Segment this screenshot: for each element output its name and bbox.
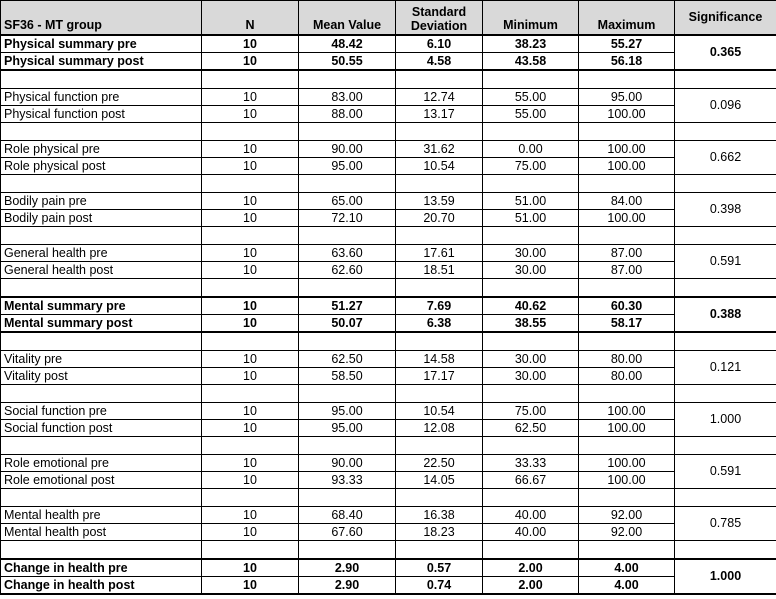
cell-sd: 17.61 bbox=[396, 245, 483, 262]
cell-max: 95.00 bbox=[579, 89, 675, 106]
table-row bbox=[1, 106, 776, 123]
spacer-cell bbox=[202, 175, 299, 193]
cell-mean: 48.42 bbox=[299, 35, 396, 53]
cell-max: 100.00 bbox=[579, 141, 675, 158]
spacer-cell bbox=[675, 279, 776, 298]
row-label: Vitality post bbox=[1, 368, 202, 385]
cell-min: 55.00 bbox=[483, 106, 579, 123]
cell-sd: 6.10 bbox=[396, 35, 483, 53]
spacer-cell bbox=[299, 385, 396, 403]
cell-n: 10 bbox=[202, 559, 299, 577]
spacer-cell bbox=[483, 70, 579, 89]
row-label: Role physical post bbox=[1, 158, 202, 175]
spacer-cell bbox=[299, 541, 396, 560]
row-label: Change in health pre bbox=[1, 559, 202, 577]
spacer-cell bbox=[1, 123, 202, 141]
table-row bbox=[1, 403, 776, 420]
row-label: Mental summary post bbox=[1, 315, 202, 333]
row-label: Physical function pre bbox=[1, 89, 202, 106]
spacer-cell bbox=[483, 385, 579, 403]
cell-n: 10 bbox=[202, 577, 299, 595]
cell-n: 10 bbox=[202, 106, 299, 123]
cell-sd: 12.08 bbox=[396, 420, 483, 437]
spacer-cell bbox=[483, 332, 579, 351]
cell-significance: 1.000 bbox=[675, 559, 776, 594]
cell-max: 58.17 bbox=[579, 315, 675, 333]
spacer-cell bbox=[579, 332, 675, 351]
cell-min: 75.00 bbox=[483, 403, 579, 420]
table-row bbox=[1, 245, 776, 262]
cell-sd: 13.17 bbox=[396, 106, 483, 123]
spacer-cell bbox=[675, 332, 776, 351]
spacer-cell bbox=[299, 175, 396, 193]
cell-mean: 62.50 bbox=[299, 351, 396, 368]
cell-n: 10 bbox=[202, 89, 299, 106]
cell-min: 66.67 bbox=[483, 472, 579, 489]
cell-mean: 90.00 bbox=[299, 455, 396, 472]
cell-mean: 95.00 bbox=[299, 158, 396, 175]
row-label: Role physical pre bbox=[1, 141, 202, 158]
table-row bbox=[1, 420, 776, 437]
cell-mean: 58.50 bbox=[299, 368, 396, 385]
spacer-cell bbox=[202, 227, 299, 245]
cell-significance: 0.785 bbox=[675, 507, 776, 541]
row-label: Role emotional post bbox=[1, 472, 202, 489]
cell-sd: 13.59 bbox=[396, 193, 483, 210]
cell-mean: 50.55 bbox=[299, 53, 396, 71]
cell-n: 10 bbox=[202, 507, 299, 524]
cell-mean: 63.60 bbox=[299, 245, 396, 262]
row-label: Change in health post bbox=[1, 577, 202, 595]
cell-max: 55.27 bbox=[579, 35, 675, 53]
cell-mean: 95.00 bbox=[299, 420, 396, 437]
cell-sd: 22.50 bbox=[396, 455, 483, 472]
header-sd: Standard Deviation bbox=[396, 1, 483, 36]
spacer-cell bbox=[202, 70, 299, 89]
spacer-cell bbox=[483, 489, 579, 507]
spacer-cell bbox=[1, 541, 202, 560]
row-label: Social function post bbox=[1, 420, 202, 437]
cell-max: 87.00 bbox=[579, 245, 675, 262]
spacer-cell bbox=[483, 123, 579, 141]
row-label: Mental health post bbox=[1, 524, 202, 541]
spacer-cell bbox=[579, 541, 675, 560]
spacer-cell bbox=[396, 332, 483, 351]
cell-mean: 83.00 bbox=[299, 89, 396, 106]
table-row bbox=[1, 89, 776, 106]
spacer-cell bbox=[299, 123, 396, 141]
spacer-cell bbox=[483, 541, 579, 560]
spacer-cell bbox=[675, 385, 776, 403]
cell-min: 38.55 bbox=[483, 315, 579, 333]
table-row bbox=[1, 141, 776, 158]
spacer-cell bbox=[483, 279, 579, 298]
table-row bbox=[1, 351, 776, 368]
cell-significance: 0.591 bbox=[675, 455, 776, 489]
table-row bbox=[1, 35, 776, 53]
cell-max: 92.00 bbox=[579, 507, 675, 524]
cell-min: 51.00 bbox=[483, 210, 579, 227]
spacer-cell bbox=[1, 227, 202, 245]
cell-min: 30.00 bbox=[483, 245, 579, 262]
cell-min: 38.23 bbox=[483, 35, 579, 53]
cell-min: 0.00 bbox=[483, 141, 579, 158]
row-label: Physical summary pre bbox=[1, 35, 202, 53]
spacer-cell bbox=[202, 489, 299, 507]
row-label: Physical summary post bbox=[1, 53, 202, 71]
row-label: General health pre bbox=[1, 245, 202, 262]
spacer-row bbox=[1, 123, 776, 141]
cell-sd: 31.62 bbox=[396, 141, 483, 158]
spacer-cell bbox=[579, 489, 675, 507]
cell-max: 87.00 bbox=[579, 262, 675, 279]
table-row bbox=[1, 577, 776, 595]
row-label: Bodily pain pre bbox=[1, 193, 202, 210]
spacer-row bbox=[1, 489, 776, 507]
spacer-cell bbox=[396, 175, 483, 193]
header-mean: Mean Value bbox=[299, 1, 396, 36]
row-label: Social function pre bbox=[1, 403, 202, 420]
cell-sd: 10.54 bbox=[396, 158, 483, 175]
spacer-row bbox=[1, 541, 776, 560]
cell-min: 55.00 bbox=[483, 89, 579, 106]
spacer-cell bbox=[396, 227, 483, 245]
cell-max: 100.00 bbox=[579, 403, 675, 420]
cell-significance: 1.000 bbox=[675, 403, 776, 437]
table-row bbox=[1, 524, 776, 541]
cell-n: 10 bbox=[202, 351, 299, 368]
spacer-cell bbox=[299, 70, 396, 89]
spacer-cell bbox=[1, 70, 202, 89]
cell-n: 10 bbox=[202, 420, 299, 437]
header-group: SF36 - MT group bbox=[1, 1, 202, 36]
spacer-cell bbox=[396, 70, 483, 89]
cell-n: 10 bbox=[202, 35, 299, 53]
cell-mean: 95.00 bbox=[299, 403, 396, 420]
spacer-cell bbox=[396, 541, 483, 560]
cell-n: 10 bbox=[202, 262, 299, 279]
spacer-cell bbox=[483, 437, 579, 455]
row-label: Mental summary pre bbox=[1, 297, 202, 315]
cell-max: 84.00 bbox=[579, 193, 675, 210]
cell-sd: 7.69 bbox=[396, 297, 483, 315]
cell-max: 4.00 bbox=[579, 577, 675, 595]
cell-n: 10 bbox=[202, 524, 299, 541]
cell-max: 100.00 bbox=[579, 455, 675, 472]
row-label: General health post bbox=[1, 262, 202, 279]
cell-max: 100.00 bbox=[579, 420, 675, 437]
cell-n: 10 bbox=[202, 368, 299, 385]
cell-sd: 12.74 bbox=[396, 89, 483, 106]
cell-mean: 2.90 bbox=[299, 577, 396, 595]
cell-significance: 0.388 bbox=[675, 297, 776, 332]
cell-mean: 67.60 bbox=[299, 524, 396, 541]
spacer-cell bbox=[1, 332, 202, 351]
table-row bbox=[1, 507, 776, 524]
spacer-cell bbox=[675, 437, 776, 455]
cell-n: 10 bbox=[202, 53, 299, 71]
cell-min: 2.00 bbox=[483, 559, 579, 577]
cell-mean: 65.00 bbox=[299, 193, 396, 210]
cell-sd: 14.05 bbox=[396, 472, 483, 489]
cell-max: 100.00 bbox=[579, 472, 675, 489]
cell-mean: 62.60 bbox=[299, 262, 396, 279]
cell-min: 33.33 bbox=[483, 455, 579, 472]
cell-n: 10 bbox=[202, 158, 299, 175]
cell-min: 30.00 bbox=[483, 262, 579, 279]
header-min: Minimum bbox=[483, 1, 579, 36]
spacer-cell bbox=[579, 385, 675, 403]
spacer-cell bbox=[299, 227, 396, 245]
cell-max: 100.00 bbox=[579, 106, 675, 123]
cell-n: 10 bbox=[202, 297, 299, 315]
spacer-cell bbox=[299, 332, 396, 351]
cell-sd: 10.54 bbox=[396, 403, 483, 420]
cell-min: 51.00 bbox=[483, 193, 579, 210]
cell-significance: 0.662 bbox=[675, 141, 776, 175]
cell-max: 80.00 bbox=[579, 351, 675, 368]
cell-max: 4.00 bbox=[579, 559, 675, 577]
spacer-row bbox=[1, 332, 776, 351]
spacer-cell bbox=[1, 489, 202, 507]
table-row bbox=[1, 262, 776, 279]
table-row bbox=[1, 53, 776, 71]
spacer-cell bbox=[675, 70, 776, 89]
spacer-cell bbox=[396, 123, 483, 141]
spacer-cell bbox=[202, 385, 299, 403]
cell-min: 62.50 bbox=[483, 420, 579, 437]
table-row bbox=[1, 210, 776, 227]
header-sig: Significance bbox=[675, 1, 776, 36]
cell-mean: 2.90 bbox=[299, 559, 396, 577]
table-body bbox=[1, 35, 776, 594]
spacer-cell bbox=[579, 123, 675, 141]
cell-mean: 68.40 bbox=[299, 507, 396, 524]
header-row bbox=[1, 1, 776, 36]
cell-sd: 0.74 bbox=[396, 577, 483, 595]
table-row bbox=[1, 559, 776, 577]
cell-mean: 88.00 bbox=[299, 106, 396, 123]
cell-max: 92.00 bbox=[579, 524, 675, 541]
spacer-row bbox=[1, 175, 776, 193]
row-label: Vitality pre bbox=[1, 351, 202, 368]
row-label: Physical function post bbox=[1, 106, 202, 123]
cell-sd: 6.38 bbox=[396, 315, 483, 333]
spacer-cell bbox=[396, 437, 483, 455]
cell-n: 10 bbox=[202, 141, 299, 158]
cell-min: 40.00 bbox=[483, 524, 579, 541]
cell-significance: 0.591 bbox=[675, 245, 776, 279]
table-row bbox=[1, 193, 776, 210]
cell-n: 10 bbox=[202, 210, 299, 227]
cell-n: 10 bbox=[202, 315, 299, 333]
cell-mean: 93.33 bbox=[299, 472, 396, 489]
cell-mean: 51.27 bbox=[299, 297, 396, 315]
table-row bbox=[1, 315, 776, 333]
table-row bbox=[1, 455, 776, 472]
spacer-cell bbox=[579, 227, 675, 245]
table-row bbox=[1, 297, 776, 315]
cell-mean: 90.00 bbox=[299, 141, 396, 158]
spacer-cell bbox=[1, 385, 202, 403]
row-label: Role emotional pre bbox=[1, 455, 202, 472]
spacer-cell bbox=[1, 279, 202, 298]
spacer-cell bbox=[396, 489, 483, 507]
cell-max: 100.00 bbox=[579, 210, 675, 227]
spacer-cell bbox=[396, 279, 483, 298]
cell-mean: 50.07 bbox=[299, 315, 396, 333]
spacer-cell bbox=[1, 175, 202, 193]
cell-max: 56.18 bbox=[579, 53, 675, 71]
spacer-cell bbox=[675, 541, 776, 560]
spacer-cell bbox=[483, 227, 579, 245]
cell-sd: 4.58 bbox=[396, 53, 483, 71]
cell-min: 43.58 bbox=[483, 53, 579, 71]
table-row bbox=[1, 368, 776, 385]
cell-min: 40.62 bbox=[483, 297, 579, 315]
spacer-cell bbox=[202, 541, 299, 560]
cell-min: 30.00 bbox=[483, 368, 579, 385]
spacer-row bbox=[1, 70, 776, 89]
cell-min: 30.00 bbox=[483, 351, 579, 368]
cell-mean: 72.10 bbox=[299, 210, 396, 227]
cell-n: 10 bbox=[202, 455, 299, 472]
spacer-cell bbox=[675, 227, 776, 245]
spacer-cell bbox=[579, 175, 675, 193]
spacer-cell bbox=[202, 332, 299, 351]
spacer-cell bbox=[579, 70, 675, 89]
spacer-cell bbox=[202, 437, 299, 455]
cell-n: 10 bbox=[202, 403, 299, 420]
table-row bbox=[1, 472, 776, 489]
cell-min: 40.00 bbox=[483, 507, 579, 524]
header-n: N bbox=[202, 1, 299, 36]
cell-n: 10 bbox=[202, 245, 299, 262]
spacer-cell bbox=[483, 175, 579, 193]
row-label: Bodily pain post bbox=[1, 210, 202, 227]
spacer-row bbox=[1, 385, 776, 403]
spacer-cell bbox=[299, 437, 396, 455]
row-label: Mental health pre bbox=[1, 507, 202, 524]
spacer-cell bbox=[579, 279, 675, 298]
spacer-cell bbox=[202, 123, 299, 141]
spacer-cell bbox=[675, 175, 776, 193]
spacer-cell bbox=[579, 437, 675, 455]
cell-sd: 16.38 bbox=[396, 507, 483, 524]
cell-sd: 18.51 bbox=[396, 262, 483, 279]
cell-sd: 0.57 bbox=[396, 559, 483, 577]
cell-n: 10 bbox=[202, 193, 299, 210]
spacer-cell bbox=[299, 489, 396, 507]
cell-sd: 17.17 bbox=[396, 368, 483, 385]
cell-min: 2.00 bbox=[483, 577, 579, 595]
spacer-cell bbox=[675, 489, 776, 507]
spacer-cell bbox=[675, 123, 776, 141]
cell-sd: 18.23 bbox=[396, 524, 483, 541]
cell-sd: 20.70 bbox=[396, 210, 483, 227]
cell-max: 100.00 bbox=[579, 158, 675, 175]
cell-min: 75.00 bbox=[483, 158, 579, 175]
spacer-row bbox=[1, 279, 776, 298]
cell-max: 60.30 bbox=[579, 297, 675, 315]
spacer-cell bbox=[299, 279, 396, 298]
cell-max: 80.00 bbox=[579, 368, 675, 385]
cell-significance: 0.365 bbox=[675, 35, 776, 70]
spacer-cell bbox=[1, 437, 202, 455]
cell-sd: 14.58 bbox=[396, 351, 483, 368]
table-row bbox=[1, 158, 776, 175]
cell-significance: 0.398 bbox=[675, 193, 776, 227]
cell-significance: 0.121 bbox=[675, 351, 776, 385]
header-max: Maximum bbox=[579, 1, 675, 36]
cell-n: 10 bbox=[202, 472, 299, 489]
spacer-cell bbox=[396, 385, 483, 403]
spacer-row bbox=[1, 437, 776, 455]
spacer-cell bbox=[202, 279, 299, 298]
cell-significance: 0.096 bbox=[675, 89, 776, 123]
spacer-row bbox=[1, 227, 776, 245]
